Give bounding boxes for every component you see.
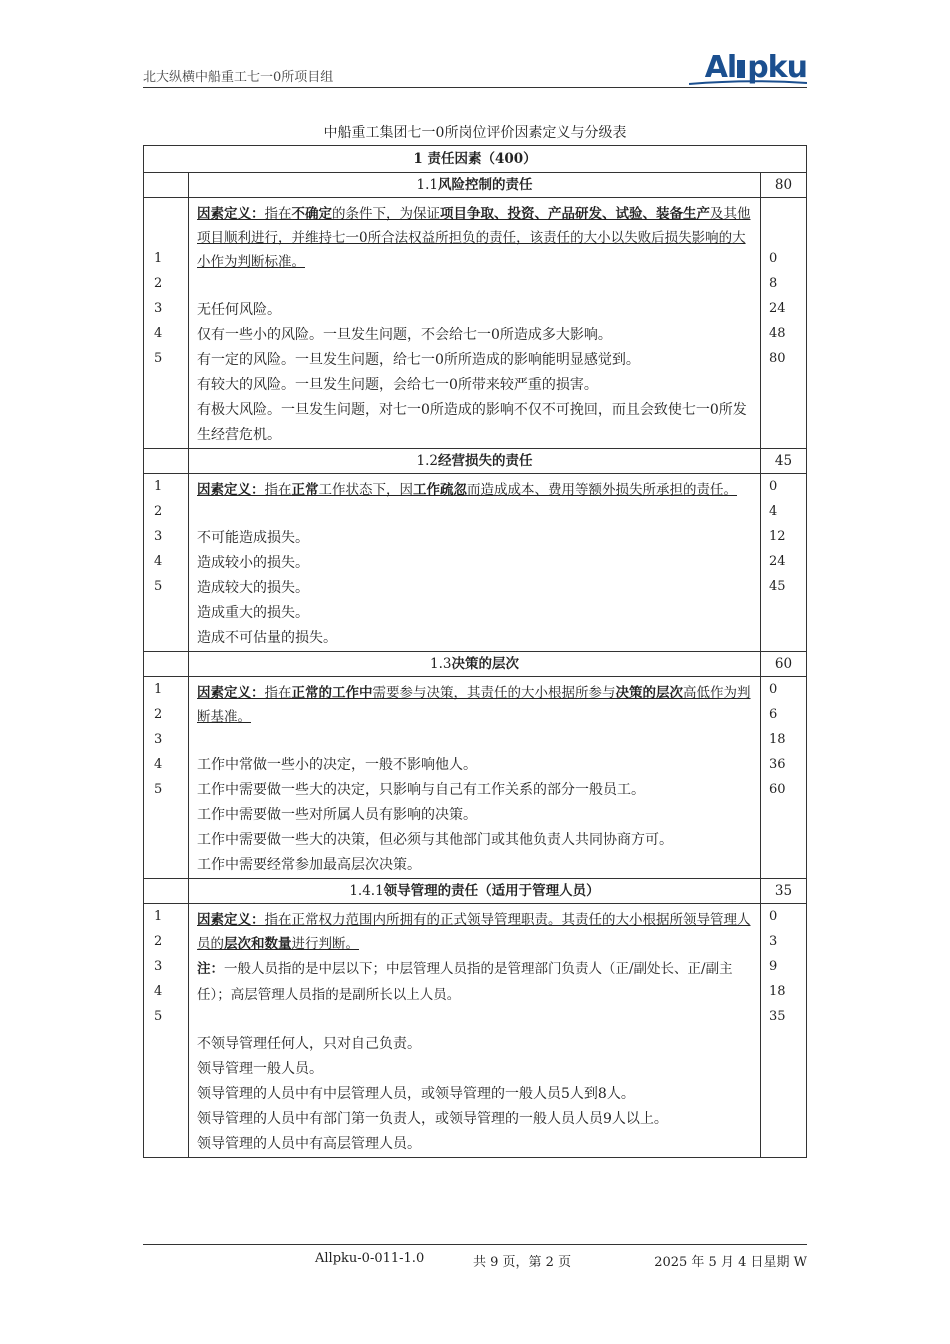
level-points (761, 474, 806, 599)
section-body-row (144, 474, 807, 652)
level-description: 工作中需要做一些大的决策，但必须与其他部门或其他负责人共同协商方可。 (197, 832, 673, 848)
level-point: 80 (768, 351, 786, 366)
note-label: 注： (197, 961, 224, 977)
level-number-column (144, 198, 189, 449)
main-title-row (144, 146, 807, 173)
level-description: 工作中需要做一些对所属人员有影响的决策。 (197, 807, 477, 823)
level-point: 60 (768, 782, 786, 797)
level-description: 有较大的风险。一旦发生问题，会给七一0所带来较严重的损害。 (197, 377, 598, 393)
level-number: 5 (154, 351, 163, 366)
section-max-points: 35 (760, 879, 806, 904)
definition-segment: 因素定义： (197, 685, 265, 701)
level-number: 5 (154, 1009, 163, 1024)
level-point: 12 (768, 529, 786, 544)
section-number: 1.1 (416, 177, 438, 193)
level-description: 领导管理的人员中有高层管理人员。 (197, 1136, 421, 1152)
definition-segment: 决策的层次 (615, 685, 683, 701)
section-title-text: 经营损失的责任 (437, 453, 533, 469)
level-number: 3 (154, 529, 163, 544)
level-number: 3 (154, 301, 163, 316)
definition-segment: 因素定义： (197, 912, 265, 928)
level-number: 2 (154, 504, 163, 519)
level-description: 工作中需要做一些大的决定，只影响与自己有工作关系的部分一般员工。 (197, 782, 645, 798)
level-numbers (144, 677, 188, 802)
definition-segment: 需要参与决策，其责任的大小根据所参与 (372, 685, 616, 701)
level-point: 18 (768, 984, 786, 999)
level-description: 不领导管理任何人，只对自己负责。 (197, 1036, 421, 1052)
level-number: 3 (154, 959, 163, 974)
logo-swoosh-icon (689, 80, 807, 85)
level-point: 8 (768, 276, 778, 291)
level-description: 领导管理的人员中有中层管理人员，或领导管理的一般人员5人到8人。 (197, 1086, 635, 1102)
level-number: 4 (154, 554, 163, 569)
header-rule (143, 87, 807, 88)
level-points (761, 904, 806, 1029)
section-number: 1.2 (416, 453, 438, 469)
level-number: 2 (154, 276, 163, 291)
level-number: 4 (154, 984, 163, 999)
definition-segment: 工作疏忽 (413, 482, 467, 498)
section-title (189, 449, 761, 474)
note-text: 一般人员指的是中层以下；中层管理人员指的是管理部门负责人（正/副处长、正/副主任）；高层管理人员指的是副所长以上人员。 (197, 961, 733, 1003)
section-content (189, 677, 761, 879)
section-title-row (144, 652, 807, 677)
factor-definition (189, 904, 760, 956)
level-description: 有极大风险。一旦发生问题，对七一0所造成的影响不仅不可挽回，而且会致使七一0所发生经营危机。 (197, 402, 747, 443)
section-max-points: 80 (760, 173, 806, 198)
section-content (189, 198, 761, 449)
allpku-logo: Al pku (704, 50, 807, 85)
level-number: 1 (154, 479, 163, 494)
level-point: 0 (768, 251, 778, 266)
level-number: 5 (154, 579, 163, 594)
level-point: 0 (768, 909, 778, 924)
footer-date: 2025 年 5 月 4 日星期 W (654, 1255, 807, 1270)
section-number: 1.3 (430, 656, 452, 672)
section-title (189, 173, 761, 198)
level-description: 工作中常做一些小的决定，一般不影响他人。 (197, 757, 477, 773)
spacer (189, 1008, 760, 1032)
definition-segment: 指在 (264, 685, 292, 701)
level-description: 仅有一些小的风险。一旦发生问题，不会给七一0所造成多大影响。 (197, 327, 612, 343)
definition-segment: 指在 (264, 482, 292, 498)
section-max-points: 45 (760, 449, 806, 474)
document-title: 中船重工集团七一0所岗位评价因素定义与分级表 (323, 125, 627, 141)
section-title-row (144, 173, 807, 198)
level-number: 1 (154, 909, 163, 924)
definition-segment: 因素定义： (197, 206, 265, 222)
main-title: 1 责任因素（400） (144, 146, 807, 173)
spacer (189, 729, 760, 753)
level-points (761, 198, 806, 371)
page-footer (143, 1244, 807, 1270)
level-description: 造成不可估量的损失。 (197, 630, 337, 646)
factor-definition (189, 198, 760, 274)
section-title-text: 风险控制的责任 (437, 177, 533, 193)
level-description: 不可能造成损失。 (197, 530, 309, 546)
section-content (189, 904, 761, 1158)
level-numbers (144, 198, 188, 371)
points-column (760, 474, 806, 652)
definition-segment: 的条件下，为保证 (332, 206, 440, 222)
level-description: 造成重大的损失。 (197, 605, 309, 621)
level-point: 18 (768, 732, 786, 747)
level-numbers (144, 474, 188, 599)
definition-segment: 而造成成本、费用等额外损失所承担的责任。 (467, 482, 737, 498)
definition-segment: 进行判断。 (291, 936, 359, 952)
factor-definition (189, 474, 760, 502)
section-content (189, 474, 761, 652)
level-number-column (144, 474, 189, 652)
page-header (143, 50, 807, 88)
header-org-name: 北大纵横中船重工七一0所项目组 (143, 70, 334, 85)
section-title (189, 652, 761, 677)
section-blank-cell (144, 652, 189, 677)
level-point: 6 (768, 707, 778, 722)
evaluation-table (143, 145, 807, 1158)
level-numbers (144, 904, 188, 1029)
level-description: 工作中需要经常参加最高层次决策。 (197, 857, 421, 873)
level-point: 24 (768, 301, 786, 316)
section-body-row (144, 198, 807, 449)
level-point: 35 (768, 1009, 786, 1024)
definition-segment: 层次和数量 (224, 936, 292, 952)
definition-segment: 高低作为判断基准。 (197, 685, 751, 725)
level-point: 3 (768, 934, 778, 949)
level-description: 有一定的风险。一旦发生问题，给七一0所所造成的影响能明显感觉到。 (197, 352, 640, 368)
points-column (760, 198, 806, 449)
level-point: 4 (768, 504, 778, 519)
definition-segment: 正常的工作中 (291, 685, 373, 701)
level-descriptions (189, 526, 760, 651)
section-title-text: 领导管理的责任（适用于管理人员） (383, 883, 600, 899)
level-point: 0 (768, 479, 778, 494)
definition-segment: 工作状态下，因 (318, 482, 413, 498)
level-number-column (144, 904, 189, 1158)
section-number: 1.4.1 (349, 883, 384, 899)
definition-segment: 及其他项目顺利进行，并维持七一0所合法权益所担负的责任，该责任的大小以失败后损失影响的大小作为判断标准。 (197, 206, 751, 270)
level-point: 36 (768, 757, 786, 772)
factor-note (189, 956, 760, 1008)
definition-segment: 因素定义： (197, 482, 265, 498)
level-number: 4 (154, 326, 163, 341)
level-number: 4 (154, 757, 163, 772)
section-title-text: 决策的层次 (451, 656, 519, 672)
level-point: 9 (768, 959, 778, 974)
footer-doc-id: Allpku-0-011-1.0 (315, 1251, 425, 1266)
level-descriptions (189, 298, 760, 448)
level-point: 48 (768, 326, 786, 341)
level-description: 造成较大的损失。 (197, 580, 309, 596)
section-max-points: 60 (760, 652, 806, 677)
section-body-row (144, 904, 807, 1158)
section-title-row (144, 879, 807, 904)
definition-segment: 项目争取、投资、产品研发、试验、装备生产 (440, 206, 710, 222)
level-number: 2 (154, 707, 163, 722)
level-description: 领导管理的人员中有部门第一负责人，或领导管理的一般人员人员9人以上。 (197, 1111, 668, 1127)
level-description: 领导管理一般人员。 (197, 1061, 323, 1077)
level-number: 3 (154, 732, 163, 747)
points-column (760, 677, 806, 879)
level-description: 造成较小的损失。 (197, 555, 309, 571)
factor-definition (189, 677, 760, 729)
level-descriptions (189, 1032, 760, 1157)
level-number: 5 (154, 782, 163, 797)
section-blank-cell (144, 173, 189, 198)
level-point: 0 (768, 682, 778, 697)
section-title-row (144, 449, 807, 474)
section-body-row (144, 677, 807, 879)
level-point: 45 (768, 579, 786, 594)
footer-page-count: 共 9 页，第 2 页 (473, 1255, 572, 1270)
section-blank-cell (144, 879, 189, 904)
points-column (760, 904, 806, 1158)
section-blank-cell (144, 449, 189, 474)
definition-segment: 指在正常权力范围内所拥有的正式领导管理职责。其责任的大小根据所领导管理人员的 (197, 912, 751, 952)
definition-segment: 指在 (264, 206, 292, 222)
definition-segment: 正常 (291, 482, 319, 498)
level-descriptions (189, 753, 760, 878)
level-point: 24 (768, 554, 786, 569)
level-number: 1 (154, 251, 163, 266)
level-number-column (144, 677, 189, 879)
definition-segment: 不确定 (291, 206, 332, 222)
spacer (189, 274, 760, 298)
level-description: 无任何风险。 (197, 302, 281, 318)
level-points (761, 677, 806, 802)
section-title (189, 879, 761, 904)
level-number: 1 (154, 682, 163, 697)
level-number: 2 (154, 934, 163, 949)
spacer (189, 502, 760, 526)
